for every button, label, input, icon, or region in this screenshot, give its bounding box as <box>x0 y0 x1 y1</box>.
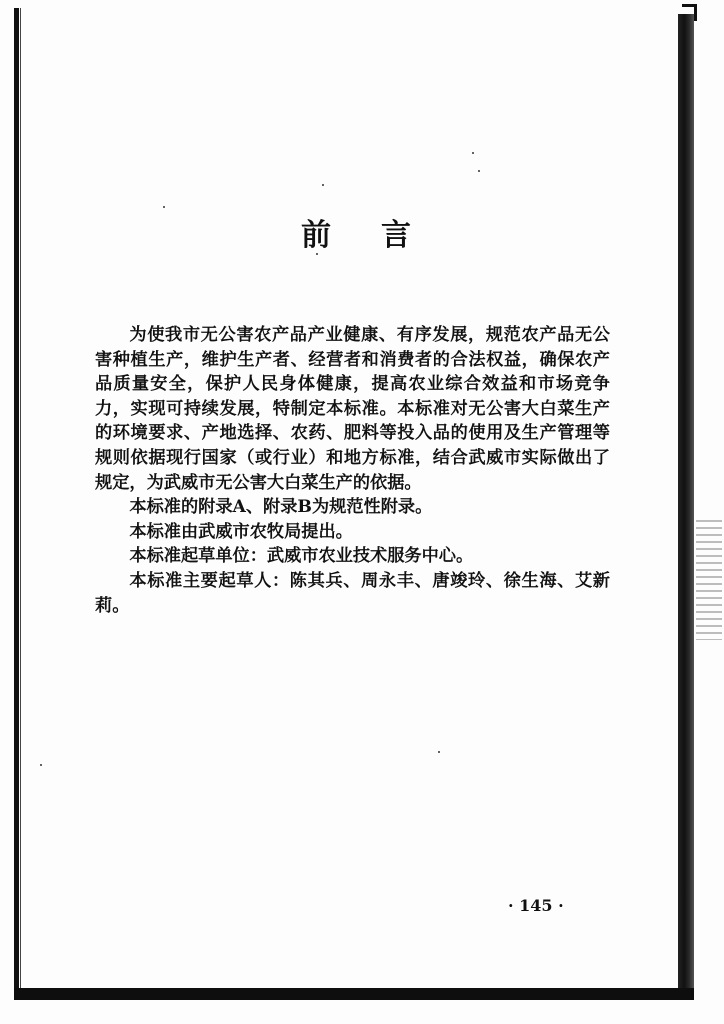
preface-paragraph: 本标准的附录A、附录B为规范性附录。 <box>129 497 433 518</box>
page-number: · 145 · <box>508 896 564 915</box>
page-bottom-edge <box>14 988 694 1000</box>
scan-speck <box>478 170 480 172</box>
preface-paragraph: 为使我市无公害农产品产业健康、有序发展，规范农产品无公害种植生产，维护生产者、经营者和消费者的合法权益，确保农产品质量安全，保护人民身体健康，提高农业综合效益和市场竞争力，实现可持续发展，特制定本标准。本标准对无公害大白菜生产的环境要求、产地选择、农药、肥料等投入品的使用及生产管理等规则依据现行国家（或行业）和地方标准，结合武威市实际做出了规定，为武威市无公害大白菜生产的依据。 <box>95 325 610 493</box>
scan-speck <box>322 184 324 186</box>
page-corner-mark <box>682 4 697 21</box>
page-right-scan-noise <box>696 520 722 640</box>
page-left-edge-line <box>20 8 21 993</box>
page-title: 前言 <box>301 218 461 253</box>
preface-body <box>95 323 610 618</box>
page-right-edge <box>678 14 694 992</box>
preface-paragraph: 本标准主要起草人：陈其兵、周永丰、唐竣玲、徐生海、艾新莉。 <box>95 570 610 616</box>
scan-speck <box>40 764 42 766</box>
preface-paragraph: 本标准起草单位：武威市农业技术服务中心。 <box>129 546 474 567</box>
preface-paragraph: 本标准由武威市农牧局提出。 <box>129 521 353 542</box>
scan-speck <box>472 152 474 154</box>
scan-speck <box>438 751 440 753</box>
scan-speck <box>163 206 165 208</box>
page-left-edge <box>14 8 19 993</box>
